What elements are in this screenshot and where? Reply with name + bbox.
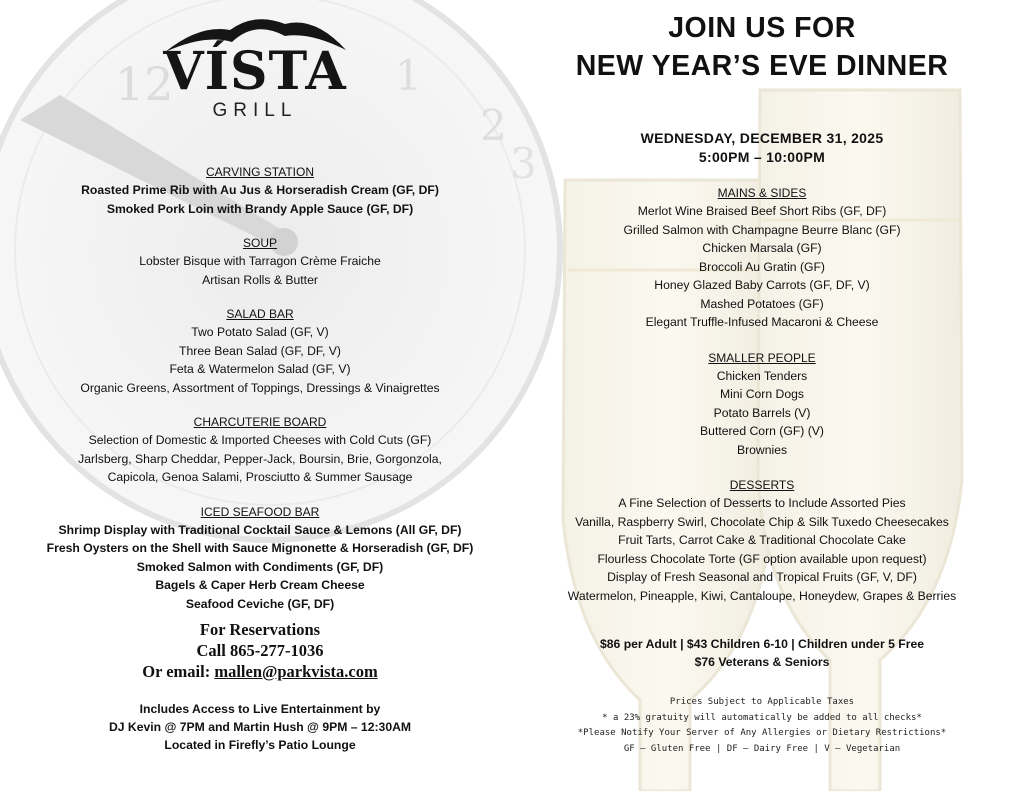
vista-grill-logo	[150, 10, 360, 160]
section-heading: MAINS & SIDES	[717, 186, 807, 200]
logo-subtitle: GRILL	[212, 100, 298, 121]
section-heading: SOUP	[242, 236, 277, 250]
section-desserts	[500, 477, 1024, 605]
email-link[interactable]: mallen@parkvista.com	[214, 662, 378, 681]
menu-item: Merlot Wine Braised Beef Short Ribs (GF, DF)	[637, 204, 887, 218]
menu-item: Brownies	[736, 442, 788, 457]
menu-item: Mashed Potatoes (GF)	[700, 296, 824, 311]
fine-print-line: *Please Notify Your Server of Any Allergies or Dietary Restrictions*	[577, 728, 947, 738]
right-menu-column	[500, 0, 1024, 757]
menu-item: Organic Greens, Assortment of Toppings, Dressings & Vinaigrettes	[80, 380, 440, 395]
menu-item: Chicken Marsala (GF)	[702, 241, 822, 255]
section-heading: SMALLER PEOPLE	[708, 350, 816, 365]
entertainment-line: Includes Access to Live Entertainment by	[139, 702, 381, 716]
reservations-email-line	[0, 661, 520, 682]
menu-item: Display of Fresh Seasonal and Tropical Fruits (GF, V, DF)	[607, 570, 917, 584]
menu-item: Smoked Salmon with Condiments (GF, DF)	[136, 559, 384, 574]
menu-item: Selection of Domestic & Imported Cheeses with Cold Cuts (GF)	[88, 433, 432, 447]
reservations-phone[interactable]: Call 865-277-1036	[196, 641, 324, 660]
clock-numeral-3: 3	[510, 139, 537, 188]
menu-item: Seafood Ceviche (GF, DF)	[185, 596, 335, 611]
clock-numeral-2: 2	[480, 101, 507, 150]
section-carving-station	[0, 164, 520, 218]
menu-item: Capicola, Genoa Salami, Prosciutto & Summer Sausage	[107, 470, 413, 484]
event-date-time	[500, 129, 1024, 167]
menu-item: A Fine Selection of Desserts to Include Assorted Pies	[618, 496, 906, 510]
event-time: 5:00PM – 10:00PM	[698, 149, 826, 165]
section-heading: SALAD BAR	[226, 307, 294, 321]
menu-item: Vanilla, Raspberry Swirl, Chocolate Chip & Silk Tuxedo Cheesecakes	[575, 514, 949, 529]
event-date: WEDNESDAY, DECEMBER 31, 2025	[640, 130, 884, 146]
menu-item: Watermelon, Pineapple, Kiwi, Cantaloupe, Honeydew, Grapes & Berries	[567, 588, 957, 603]
menu-item: Chicken Tenders	[716, 368, 808, 383]
menu-item: Roasted Prime Rib with Au Jus & Horseradish Cream (GF, DF)	[81, 183, 439, 197]
menu-item: Feta & Watermelon Salad (GF, V)	[169, 362, 351, 376]
section-iced-seafood-bar	[0, 504, 520, 614]
menu-item: Two Potato Salad (GF, V)	[191, 325, 329, 339]
menu-item: Shrimp Display with Traditional Cocktail Sauce & Lemons (All GF, DF)	[58, 522, 462, 537]
menu-item: Buttered Corn (GF) (V)	[700, 424, 824, 438]
title-line: NEW YEAR’S EVE DINNER	[575, 50, 949, 82]
menu-item: Smoked Pork Loin with Brandy Apple Sauce (GF, DF)	[106, 201, 414, 216]
menu-item: Fruit Tarts, Carrot Cake & Traditional Chocolate Cake	[618, 533, 906, 547]
menu-item: Broccoli Au Gratin (GF)	[699, 259, 825, 274]
section-heading: DESSERTS	[729, 478, 795, 492]
fine-print-line: * a 23% gratuity will automatically be added to all checks*	[602, 712, 922, 723]
menu-item: Flourless Chocolate Torte (GF option available upon request)	[597, 551, 927, 566]
menu-item: Three Bean Salad (GF, DF, V)	[179, 343, 341, 358]
left-menu-column	[0, 164, 520, 754]
price-line: $86 per Adult | $43 Children 6-10 | Children under 5 Free	[599, 637, 924, 651]
pricing-block	[500, 635, 1024, 671]
reservations-block	[0, 619, 520, 682]
menu-item: Grilled Salmon with Champagne Beurre Blanc (GF)	[623, 222, 901, 237]
menu-item: Artisan Rolls & Butter	[202, 272, 318, 287]
fine-print-line: GF – Gluten Free | DF – Dairy Free | V – Vegetarian	[623, 743, 901, 754]
section-heading: CARVING STATION	[205, 165, 314, 179]
menu-item: Bagels & Caper Herb Cream Cheese	[155, 578, 365, 592]
section-soup	[0, 235, 520, 289]
menu-item: Elegant Truffle-Infused Macaroni & Cheese	[645, 315, 879, 329]
menu-item: Potato Barrels (V)	[713, 405, 811, 420]
entertainment-line: DJ Kevin @ 7PM and Martin Hush @ 9PM – 12:30AM	[108, 720, 412, 734]
entertainment-block	[0, 700, 520, 754]
section-salad-bar	[0, 306, 520, 397]
fine-print	[500, 695, 1024, 757]
clock-numeral-1: 1	[395, 51, 422, 100]
clock-numeral-12: 12	[115, 57, 174, 111]
section-heading: CHARCUTERIE BOARD	[193, 415, 327, 429]
reservations-heading: For Reservations	[199, 620, 321, 639]
fine-print-line: Prices Subject to Applicable Taxes	[669, 697, 855, 707]
section-mains-sides	[500, 185, 1024, 332]
menu-item: Honey Glazed Baby Carrots (GF, DF, V)	[654, 278, 870, 292]
entertainment-line: Located in Firefly’s Patio Lounge	[164, 738, 356, 752]
page-title	[500, 9, 1024, 85]
email-prefix: Or email:	[142, 662, 215, 681]
menu-item: Mini Corn Dogs	[720, 387, 804, 401]
menu-item: Fresh Oysters on the Shell with Sauce Mignonette & Horseradish (GF, DF)	[46, 541, 474, 555]
menu-item: Jarlsberg, Sharp Cheddar, Pepper-Jack, Boursin, Brie, Gorgonzola,	[78, 451, 442, 466]
price-line: $76 Veterans & Seniors	[694, 655, 830, 669]
section-charcuterie-board	[0, 414, 520, 487]
logo-name: VÍSTA	[163, 41, 347, 102]
menu-item: Lobster Bisque with Tarragon Crème Fraiche	[139, 254, 381, 268]
section-smaller-people	[500, 350, 1024, 460]
title-line: JOIN US FOR	[668, 12, 856, 44]
section-heading: ICED SEAFOOD BAR	[200, 504, 320, 519]
